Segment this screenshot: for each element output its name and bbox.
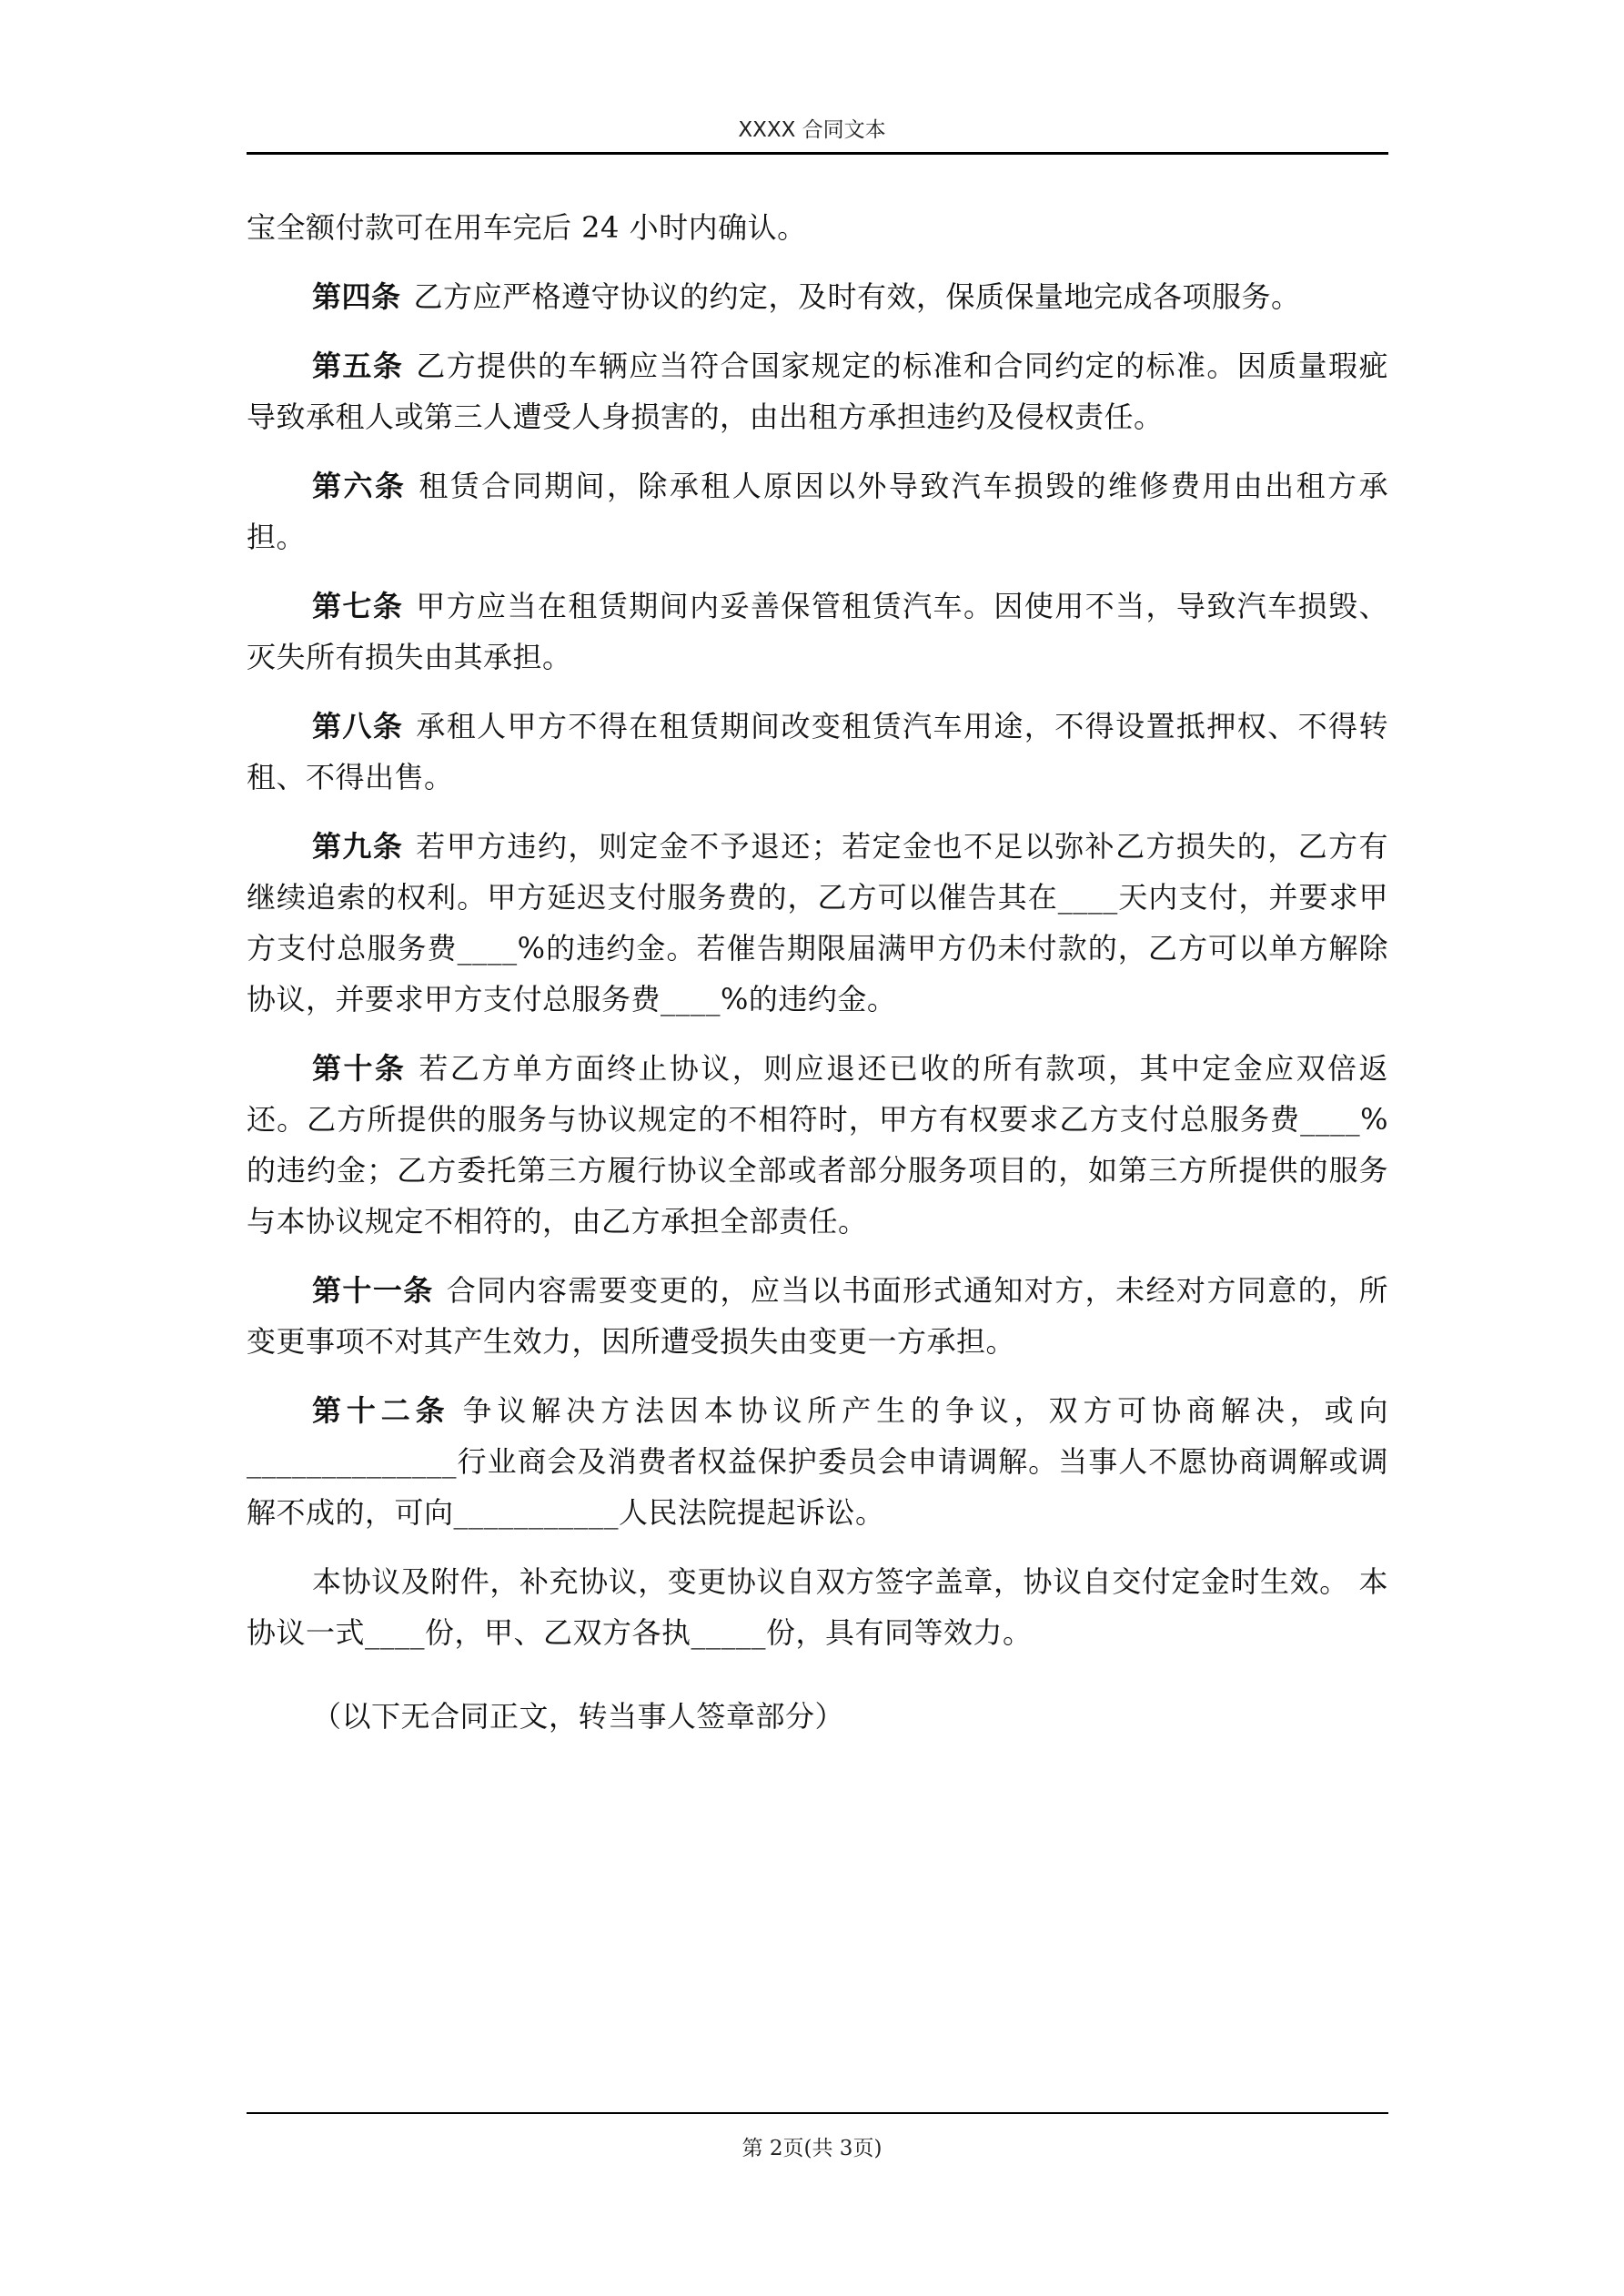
article-12 bbox=[247, 1385, 1388, 1538]
article-number: 第六条 bbox=[312, 469, 407, 503]
article-number: 第十二条 bbox=[312, 1393, 450, 1428]
footer-divider bbox=[247, 2112, 1388, 2114]
article-7 bbox=[247, 581, 1388, 683]
article-9 bbox=[247, 821, 1388, 1025]
article-text: 租赁合同期间，除承租人原因以外导致汽车损毁的维修费用由出租方承担。 bbox=[247, 469, 1388, 554]
article-text: 争议解决方法因本协议所产生的争议，双方可协商解决，或向______________行业商会及消费者权益保护委员会申请调解。当事人不愿协商调解或调解不成的，可向___________人民法院提起诉讼。 bbox=[247, 1393, 1388, 1530]
article-4 bbox=[247, 271, 1388, 322]
effectiveness-clause: 本协议及附件，补充协议，变更协议自双方签字盖章，协议自交付定金时生效。 本协议一式____份，甲、乙双方各执_____份，具有同等效力。 bbox=[247, 1564, 1388, 1650]
article-text: 甲方应当在租赁期间内妥善保管租赁汽车。因使用不当，导致汽车损毁、灭失所有损失由其承担。 bbox=[247, 589, 1388, 674]
article-text: 若乙方单方面终止协议，则应退还已收的所有款项，其中定金应双倍返还。乙方所提供的服务与协议规定的不相符时，甲方有权要求乙方支付总服务费____%的违约金；乙方委托第三方履行协议全部或者部分服务项目的，如第三方所提供的服务与本协议规定不相符的，由乙方承担全部责任。 bbox=[247, 1051, 1388, 1239]
article-number: 第七条 bbox=[312, 589, 404, 623]
article-number: 第五条 bbox=[312, 349, 404, 383]
article-number: 第八条 bbox=[312, 709, 404, 743]
article-number: 第十一条 bbox=[312, 1273, 434, 1308]
article-text: 乙方应严格遵守协议的约定，及时有效，保质保量地完成各项服务。 bbox=[413, 279, 1301, 314]
page-number: 第 2页(共 3页) bbox=[741, 2137, 883, 2160]
article-10 bbox=[247, 1043, 1388, 1247]
article-5 bbox=[247, 340, 1388, 442]
continuation-paragraph: 宝全额付款可在用车完后 24 小时内确认。 bbox=[247, 210, 807, 245]
article-text: 承租人甲方不得在租赁期间改变租赁汽车用途，不得设置抵押权、不得转租、不得出售。 bbox=[247, 709, 1388, 794]
article-text: 乙方提供的车辆应当符合国家规定的标准和合同约定的标准。因质量瑕疵导致承租人或第三人遭受人身损害的，由出租方承担违约及侵权责任。 bbox=[247, 349, 1388, 434]
article-number: 第十条 bbox=[312, 1051, 407, 1086]
article-8 bbox=[247, 701, 1388, 803]
closing-note: （以下无合同正文，转当事人签章部分） bbox=[312, 1699, 845, 1734]
contract-body bbox=[247, 202, 1388, 1760]
article-text: 合同内容需要变更的，应当以书面形式通知对方，未经对方同意的，所变更事项不对其产生效力，因所遭受损失由变更一方承担。 bbox=[247, 1273, 1388, 1359]
article-number: 第九条 bbox=[312, 829, 404, 864]
header-divider bbox=[247, 152, 1388, 155]
article-6 bbox=[247, 460, 1388, 562]
article-number: 第四条 bbox=[312, 279, 401, 314]
document-header-title: XXXX 合同文本 bbox=[738, 118, 886, 142]
article-11 bbox=[247, 1265, 1388, 1367]
article-text: 若甲方违约，则定金不予退还；若定金也不足以弥补乙方损失的，乙方有继续追索的权利。甲方延迟支付服务费的，乙方可以催告其在____天内支付，并要求甲方支付总服务费____%的违约金。若催告期限届满甲方仍未付款的，乙方可以单方解除协议，并要求甲方支付总服务费____%的违约金。 bbox=[247, 829, 1388, 1017]
